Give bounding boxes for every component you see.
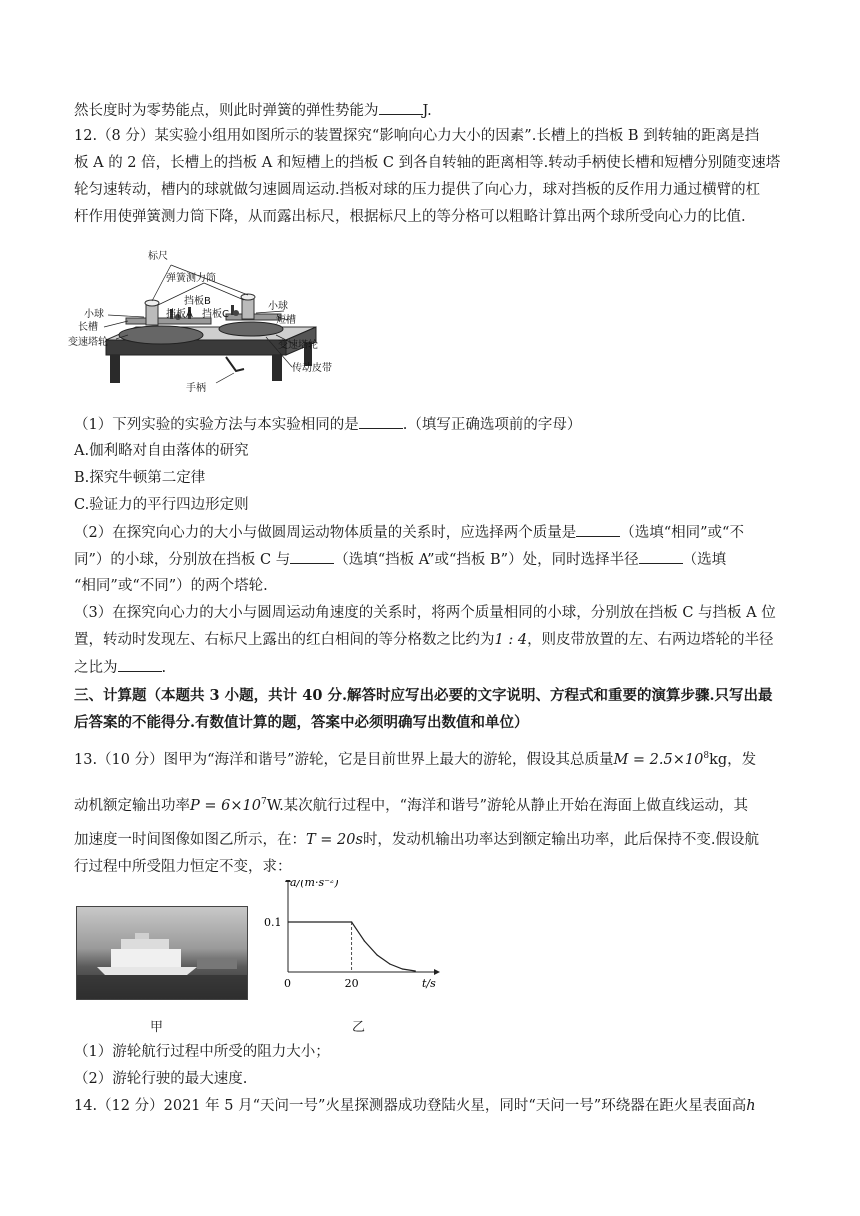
label-baffle-c: 挡板C (202, 309, 229, 320)
power-exponent: 7 (260, 797, 267, 807)
x-axis-label: t/s (422, 977, 436, 990)
text: （1）下列实验的实验方法与本实验相同的是 (74, 417, 359, 433)
label-short-groove: 短槽 (276, 315, 296, 326)
q12-sub2-line-3: “相同”或“不同”）的两个塔轮. (74, 578, 268, 594)
q12-sub3-line-2 (74, 630, 774, 650)
text-line (74, 100, 432, 121)
x-axis-arrow (434, 969, 440, 975)
ship-photo (76, 906, 248, 1000)
caption-yi: 乙 (352, 1020, 366, 1035)
label-cone-pulley-right: 变速塔轮 (278, 340, 318, 351)
q12-sub3-line-3 (74, 657, 166, 678)
q13-line-4: 行过程中所受阻力恒定不变，求： (74, 859, 292, 875)
chart-svg (262, 880, 442, 992)
text: （选填 (682, 552, 727, 568)
height-symbol: h (746, 1098, 756, 1114)
data-point (287, 921, 288, 922)
answer-blank[interactable] (359, 414, 403, 429)
centripetal-apparatus-figure (66, 245, 346, 405)
text: ，则皮带放置的左、右两边塔轮的半径 (527, 632, 774, 648)
text: 置，转动时发现左、右标尺上露出的红白相间的等分格数之比约为 (74, 632, 495, 648)
q12-sub2-line-2 (74, 549, 726, 570)
text: . (161, 660, 167, 676)
power-unit: W (266, 797, 280, 814)
text: 同”）的小球，分别放在挡板 C 与 (74, 552, 291, 568)
text: J. (422, 103, 432, 119)
data-point (364, 940, 365, 941)
section-heading-line-2: 后答案的不能得分.有数值计算的题，答案中必须明确写出数值和单位） (74, 714, 529, 731)
label-baffle-a: 挡板A (166, 309, 193, 320)
q13-line-3 (74, 830, 759, 850)
option-a: A.伽利略对自由落体的研究 (74, 443, 249, 459)
q12-line-1: 12.（8 分）某实验小组用如图所示的装置探究“影响向心力大小的因素”.长槽上的挡板 B 到转轴的距离是挡 (74, 128, 760, 144)
caption-jia: 甲 (150, 1020, 164, 1035)
text: （选填“相同”或“不 (620, 525, 744, 541)
y-tick-label: 0.1 (264, 916, 282, 929)
answer-blank[interactable] (379, 100, 423, 115)
option-c: C.验证力的平行四边形定则 (74, 497, 249, 513)
q12-sub2-line-1 (74, 522, 744, 543)
text: 然长度时为零势能点，则此时弹簧的弹性势能为 (74, 103, 379, 119)
q13-line-2 (74, 792, 748, 816)
label-cone-pulley-left: 变速塔轮 (68, 337, 108, 348)
label-spring-cylinder: 弹簧测力筒 (166, 273, 216, 284)
x-tick-label: 20 (344, 977, 359, 990)
q14-line-1 (74, 1096, 756, 1116)
label-ball-left: 小球 (84, 309, 104, 320)
label-belt: 传动皮带 (292, 363, 332, 374)
text: .某次航行过程中，“海洋和谐号”游轮从静止开始在海面上做直线运动，其 (279, 797, 748, 814)
text: ，发 (727, 751, 757, 768)
power-formula: P = 6×10 (190, 797, 261, 814)
option-b: B.探究牛顿第二定律 (74, 470, 206, 486)
q13-line-1 (74, 746, 756, 770)
ratio: 1 : 4 (494, 632, 528, 648)
answer-blank[interactable] (118, 657, 162, 672)
mass-exponent: 8 (703, 751, 710, 761)
label-scale: 标尺 (148, 251, 168, 262)
q13-sub1: （1）游轮航行过程中所受的阻力大小； (74, 1044, 330, 1060)
data-point (389, 963, 390, 964)
label-ball-right: 小球 (268, 301, 288, 312)
label-handle: 手柄 (186, 383, 206, 394)
data-point (402, 968, 403, 969)
mass-unit: kg (709, 751, 728, 768)
label-baffle-b: 挡板B (184, 296, 211, 307)
data-point (376, 954, 377, 955)
ship-silhouette (77, 907, 247, 999)
y-axis-label: a/(m·s⁻²) (290, 880, 339, 889)
text: .（填写正确选项前的字母） (402, 417, 582, 433)
data-point (415, 970, 416, 971)
time-formula: T = 20s (306, 832, 363, 848)
q12-line-2: 板 A 的 2 倍，长槽上的挡板 A 和短槽上的挡板 C 到各自转轴的距离相等.转动手柄使长槽和短槽分别随变速塔 (74, 155, 781, 171)
text: （2）在探究向心力的大小与做圆周运动物体质量的关系时，应选择两个质量是 (74, 525, 577, 541)
origin-label: 0 (284, 977, 291, 990)
text: 加速度一时间图像如图乙所示，在： (74, 832, 306, 848)
text: 13.（10 分）图甲为“海洋和谐号”游轮，它是目前世界上最大的游轮，假设其总质量 (74, 751, 614, 768)
answer-blank[interactable] (639, 549, 683, 564)
acceleration-time-chart (262, 880, 442, 992)
q12-line-3: 轮匀速转动，槽内的球就做匀速圆周运动.挡板对球的压力提供了向心力，球对挡板的反作用力通过横臂的杠 (74, 182, 761, 198)
text: 14.（12 分）2021 年 5 月“天问一号”火星探测器成功登陆火星，同时“天问一号”环绕器在距火星表面高 (74, 1098, 747, 1114)
q13-sub2: （2）游轮行驶的最大速度. (74, 1071, 248, 1087)
section-heading-line-1: 三、计算题（本题共 3 小题，共计 40 分.解答时应写出必要的文字说明、方程式和重要的演算步骤.只写出最 (74, 687, 773, 704)
text: 时，发动机输出功率达到额定输出功率，此后保持不变.假设航 (362, 832, 760, 848)
q12-sub3-line-1: （3）在探究向心力的大小与圆周运动角速度的关系时，将两个质量相同的小球，分别放在挡板 C 与挡板 A 位 (74, 605, 776, 621)
text: 之比为 (74, 660, 118, 676)
text: （选填“挡板 A”或“挡板 B”）处，同时选择半径 (334, 552, 639, 568)
label-long-groove: 长槽 (78, 322, 98, 333)
mass-formula: M = 2.5×10 (613, 751, 704, 768)
answer-blank[interactable] (290, 549, 334, 564)
q12-sub1 (74, 414, 581, 435)
text: 动机额定输出功率 (74, 797, 190, 814)
answer-blank[interactable] (576, 522, 620, 537)
q12-line-4: 杆作用使弹簧测力筒下降，从而露出标尺，根据标尺上的等分格可以粗略计算出两个球所受向心力的比值. (74, 209, 746, 225)
